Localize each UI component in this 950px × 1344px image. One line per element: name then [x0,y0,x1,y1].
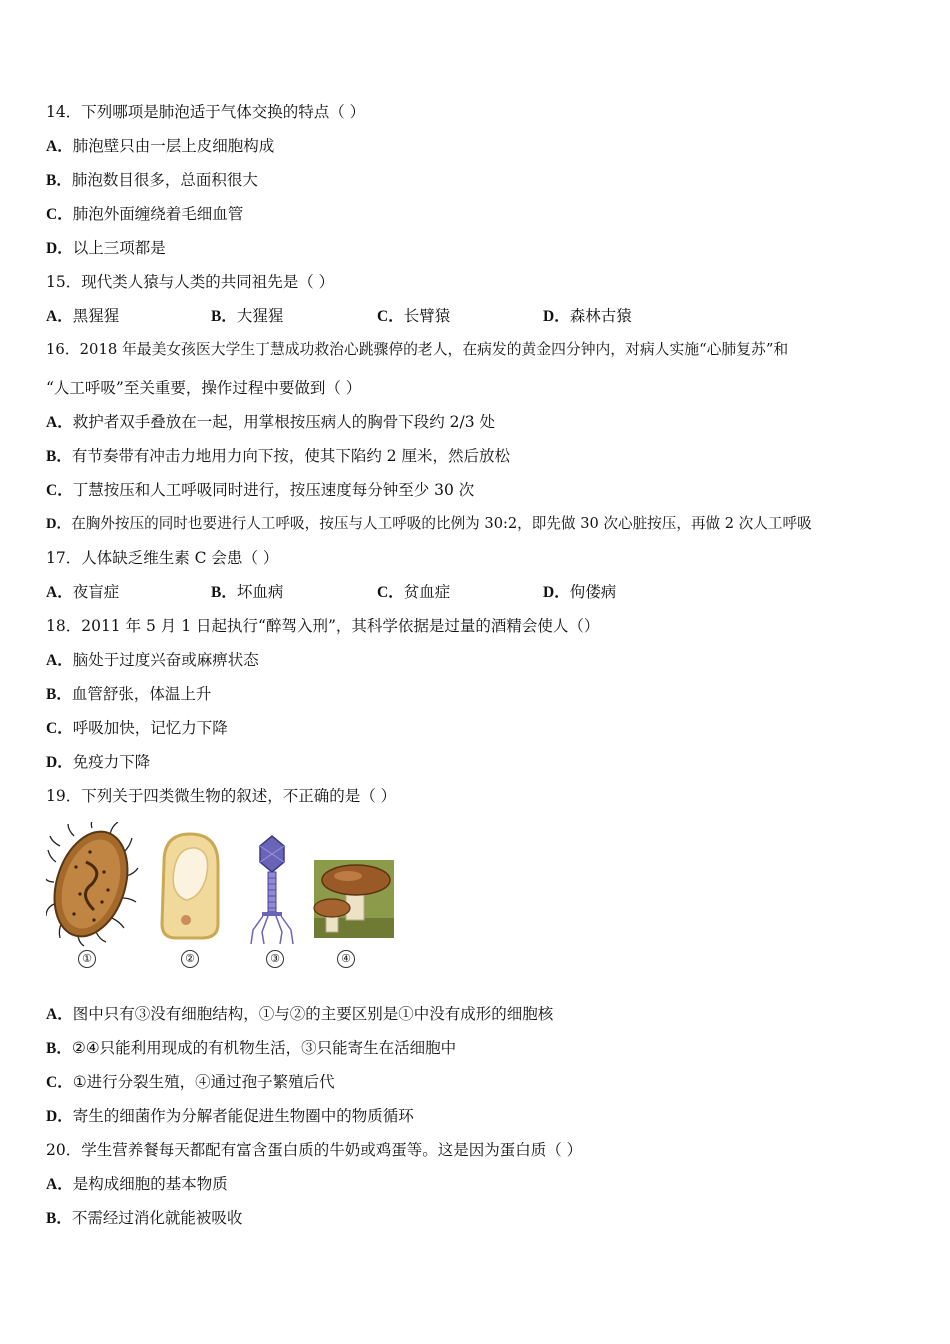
figure-label-3: ③ [266,950,284,968]
question-14-option-d: D．以上三项都是 [46,239,166,257]
question-18-option-a: A．脑处于过度兴奋或麻痹状态 [46,651,259,669]
bacteriophage-illustration [251,836,293,944]
microorganism-illustrations [46,822,406,947]
question-18-option-d: D．免疫力下降 [46,753,151,771]
question-19-option-d: D．寄生的细菌作为分解者能促进生物圈中的物质循环 [46,1107,414,1125]
question-14-option-c: C．肺泡外面缠绕着毛细血管 [46,205,244,223]
question-18-option-c: C．呼吸加快，记忆力下降 [46,719,228,737]
question-14-stem: 14．下列哪项是肺泡适于气体交换的特点（ ） [46,103,366,121]
question-17-options [46,582,906,602]
question-16-option-b: B．有节奏带有冲击力地用力向下按，使其下陷约 2 厘米，然后放松 [46,447,511,465]
figure-label-4: ④ [337,950,355,968]
question-15-option-a: A．黑猩猩 [46,307,120,325]
yeast-cell-illustration [162,834,218,938]
question-16-option-a: A．救护者双手叠放在一起，用掌根按压病人的胸骨下段约 2/3 处 [46,413,496,431]
microorganism-figure [46,822,406,972]
question-15-options [46,306,906,326]
question-20-stem: 20．学生营养餐每天都配有富含蛋白质的牛奶或鸡蛋等。这是因为蛋白质（ ） [46,1141,583,1159]
question-19-option-a: A．图中只有③没有细胞结构，①与②的主要区别是①中没有成形的细胞核 [46,1005,554,1023]
question-19-stem: 19．下列关于四类微生物的叙述，不正确的是（ ） [46,787,397,805]
question-17-option-a: A．夜盲症 [46,583,120,601]
question-19-option-b: B．②④只能利用现成的有机物生活，③只能寄生在活细胞中 [46,1039,457,1057]
question-15-option-b: B．大猩猩 [211,307,284,325]
mushroom-illustration [314,860,394,938]
question-14-option-a: A．肺泡壁只由一层上皮细胞构成 [46,137,275,155]
question-16-option-d: D．在胸外按压的同时也要进行人工呼吸，按压与人工呼吸的比例为 30:2，即先做 30 次心脏按压，再做 2 次人工呼吸 [46,515,812,532]
bacterium-illustration [46,822,140,946]
question-17-option-c: C．贫血症 [377,583,451,601]
question-18-stem: 18．2011 年 5 月 1 日起执行“醉驾入刑”，其科学依据是过量的酒精会使人（） [46,617,600,635]
question-14-option-b: B．肺泡数目很多，总面积很大 [46,171,258,189]
question-20-option-b: B．不需经过消化就能被吸收 [46,1209,243,1227]
figure-label-1: ① [78,950,96,968]
figure-label-2: ② [181,950,199,968]
question-15-stem: 15．现代类人猿与人类的共同祖先是（ ） [46,273,335,291]
question-17-stem: 17．人体缺乏维生素 C 会患（ ） [46,549,279,567]
question-17-option-d: D．佝偻病 [543,583,617,601]
question-18-option-b: B．血管舒张，体温上升 [46,685,212,703]
question-16-stem-line-2: “人工呼吸”至关重要，操作过程中要做到（ ） [46,379,362,397]
question-15-option-c: C．长臂猿 [377,307,451,325]
question-17-option-b: B．坏血病 [211,583,284,601]
question-16-option-c: C．丁慧按压和人工呼吸同时进行，按压速度每分钟至少 30 次 [46,481,475,499]
question-20-option-a: A．是构成细胞的基本物质 [46,1175,228,1193]
question-16-stem-line-1: 16．2018 年最美女孩医大学生丁慧成功救治心跳骤停的老人，在病发的黄金四分钟内，对病人实施“心肺复苏”和 [46,341,789,358]
question-15-option-d: D．森林古猿 [543,307,632,325]
question-19-option-c: C．①进行分裂生殖，④通过孢子繁殖后代 [46,1073,335,1091]
